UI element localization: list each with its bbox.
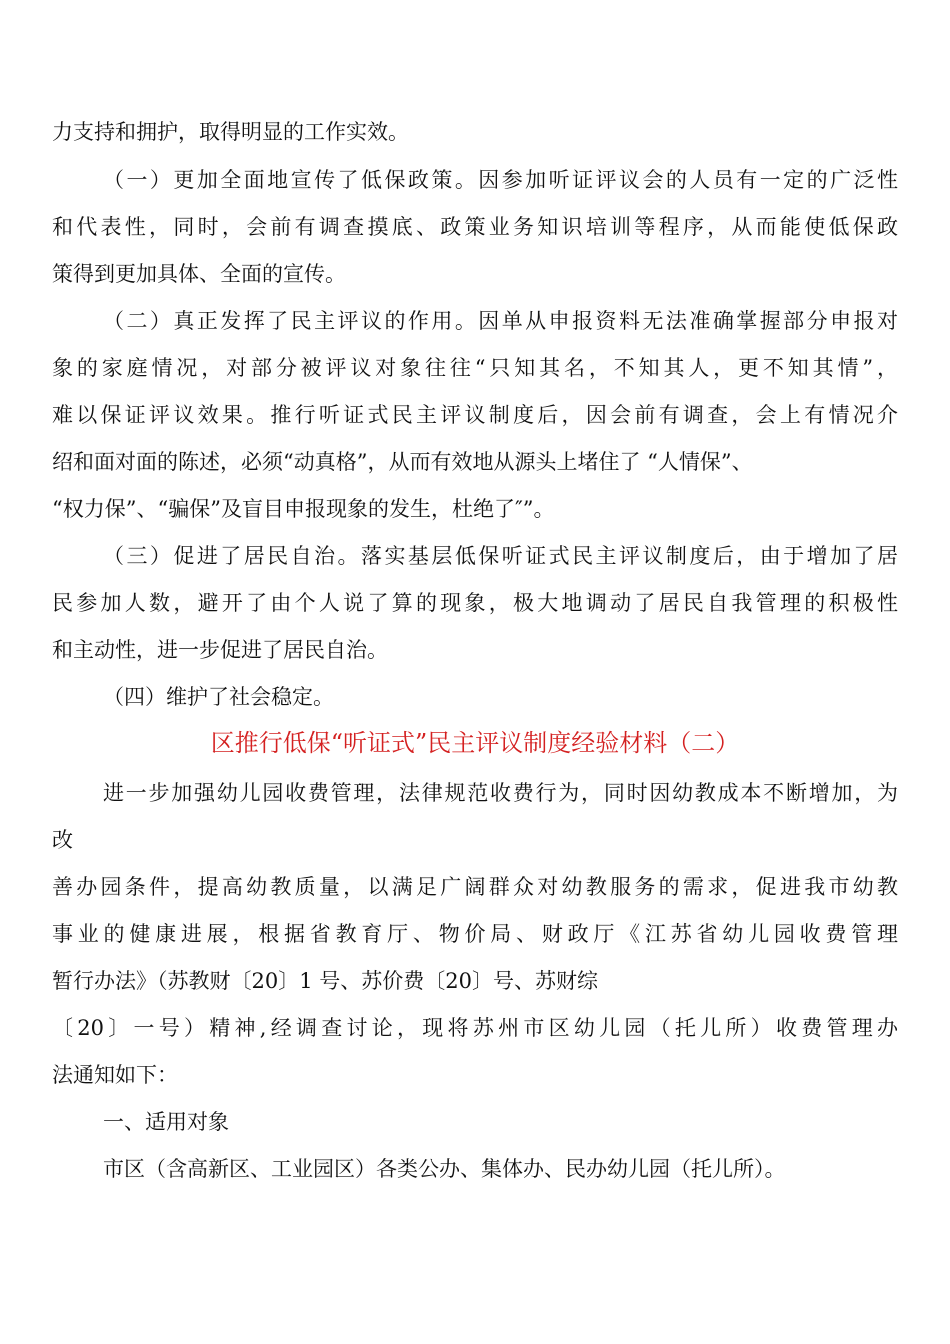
text-line: 改: [52, 828, 73, 852]
text-line: 事业的健康进展，根据省教育厅、物价局、财政厅《江苏省幼儿园收费管理: [52, 922, 898, 946]
text-line: 难以保证评议效果。推行听证式民主评议制度后，因会前有调查，会上有情况介: [52, 403, 898, 427]
text-line: 法通知如下：: [52, 1063, 178, 1087]
text-line: 和代表性，同时，会前有调查摸底、政策业务知识培训等程序，从而能使低保政: [52, 215, 898, 239]
text-line: 力支持和拥护，取得明显的工作实效。: [52, 120, 409, 144]
text-line: 策得到更加具体、全面的宣传。: [52, 262, 346, 286]
text-line: （四）维护了社会稳定。: [103, 685, 334, 709]
text-line: 象的家庭情况，对部分被评议对象往往“只知其名，不知其人，更不知其情”，: [52, 356, 898, 380]
text-line: （三）促进了居民自治。落实基层低保听证式民主评议制度后，由于增加了居: [103, 544, 898, 568]
text-line: “权力保”、“骗保”及盲目申报现象的发生，杜绝了″”。: [52, 497, 555, 521]
text-line: 暂行办法》（苏教财〔20〕1 号、苏价费〔20〕号、苏财综: [52, 969, 598, 993]
section-title: 区推行低保“听证式”民主评议制度经验材料（二）: [210, 729, 740, 757]
text-line: 〔20〕一号）精神,经调查讨论，现将苏州市区幼儿园（托儿所）收费管理办: [52, 1016, 898, 1040]
text-line: 善办园条件，提高幼教质量，以满足广阔群众对幼教服务的需求，促进我市幼教: [52, 875, 898, 899]
text-line: （二）真正发挥了民主评议的作用。因单从申报资料无法准确掌握部分申报对: [103, 309, 898, 333]
text-line: 一、适用对象: [103, 1110, 229, 1134]
text-line: 和主动性，进一步促进了居民自治。: [52, 638, 388, 662]
text-line: 绍和面对面的陈述，必须“动真格”，从而有效地从源头上堵住了 “人情保”、: [52, 450, 753, 474]
text-line: 进一步加强幼儿园收费管理，法律规范收费行为，同时因幼教成本不断增加，为: [103, 781, 898, 805]
text-line: 市区（含高新区、工业园区）各类公办、集体办、民办幼儿园（托儿所）。: [103, 1157, 786, 1181]
text-line: 民参加人数，避开了由个人说了算的现象，极大地调动了居民自我管理的积极性: [52, 591, 898, 615]
text-line: （一）更加全面地宣传了低保政策。因参加听证评议会的人员有一定的广泛性: [103, 168, 898, 192]
